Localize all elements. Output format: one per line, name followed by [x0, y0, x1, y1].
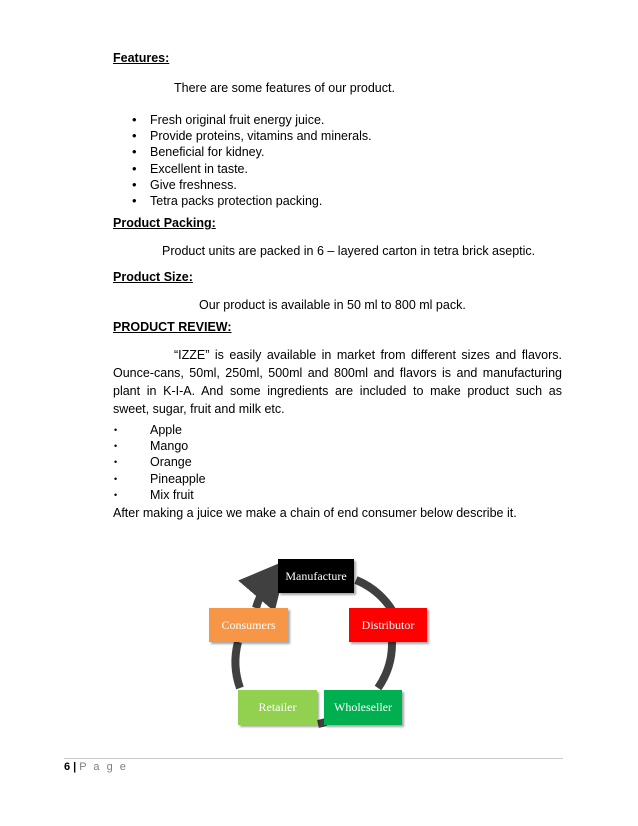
size-heading: Product Size:	[113, 270, 193, 284]
list-item: • Beneficial for kidney.	[127, 144, 372, 160]
page-footer	[64, 761, 128, 773]
page-number: 6	[64, 761, 71, 773]
list-item: • Orange	[113, 454, 206, 470]
footer-divider	[64, 758, 563, 759]
cycle-node-consumers	[209, 608, 288, 642]
cycle-arrow	[378, 642, 392, 688]
cycle-node-label: Manufacture	[285, 568, 347, 583]
cycle-node-retailer	[238, 690, 317, 725]
list-item: • Fresh original fruit energy juice.	[127, 112, 372, 128]
features-intro: There are some features of our product.	[174, 81, 395, 95]
page-word: P a g e	[79, 761, 128, 773]
review-paragraph: “IZZE” is easily available in market from different sizes and flavors. Ounce-cans, 50ml, 250ml, 500ml and 800ml and flavors is and manufacturing plant in K-I-A. And some ingredients are included to make product such as sweet, sugar, fruit and milk etc.	[113, 348, 562, 416]
cycle-node-label: Wholeseller	[334, 700, 392, 714]
list-item: • Tetra packs protection packing.	[127, 193, 372, 209]
review-heading: PRODUCT REVIEW:	[113, 320, 232, 334]
list-item: • Apple	[113, 422, 206, 438]
size-text: Our product is available in 50 ml to 800 ml pack.	[199, 298, 466, 312]
packing-heading: Product Packing:	[113, 216, 216, 230]
list-item: • Mix fruit	[113, 487, 206, 503]
list-item: • Mango	[113, 438, 206, 454]
cycle-node-label: Retailer	[258, 700, 297, 714]
list-item: • Provide proteins, vitamins and minerals.	[127, 128, 372, 144]
cycle-arrow	[356, 580, 392, 610]
cycle-node-wholeseller	[324, 690, 402, 725]
footer-separator: |	[73, 761, 77, 773]
packing-text: Product units are packed in 6 – layered carton in tetra brick aseptic.	[162, 244, 536, 258]
cycle-node-manufacture	[278, 559, 354, 593]
list-item: • Excellent in taste.	[127, 161, 372, 177]
review-closing: After making a juice we make a chain of end consumer below describe it.	[113, 506, 517, 520]
cycle-node-distributor	[349, 608, 427, 642]
features-heading: Features:	[113, 51, 170, 65]
list-item: • Pineapple	[113, 471, 206, 487]
cycle-arrow	[235, 642, 240, 688]
cycle-arrow	[256, 578, 272, 608]
cycle-node-label: Consumers	[221, 617, 276, 632]
list-item: • Give freshness.	[127, 177, 372, 193]
cycle-node-label: Distributor	[361, 617, 415, 632]
